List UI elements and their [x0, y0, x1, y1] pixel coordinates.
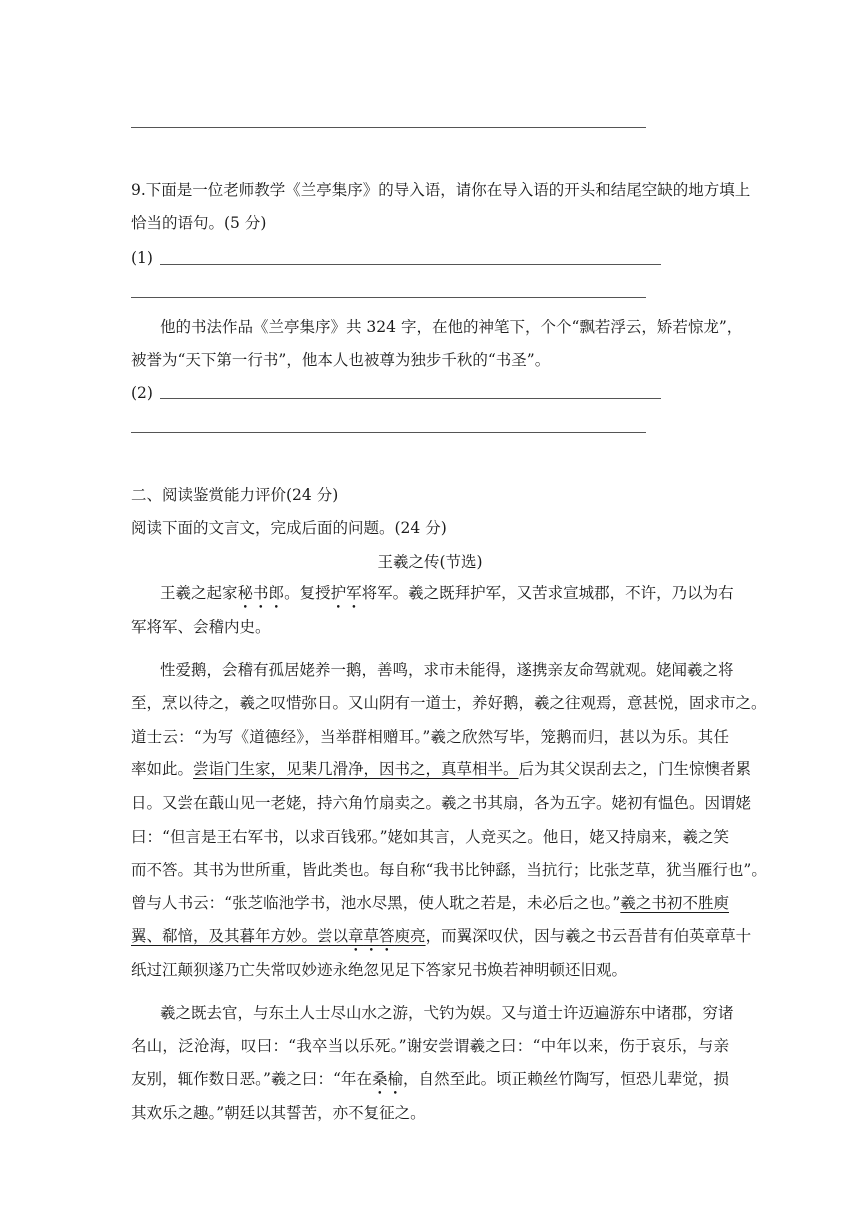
- intro-middle-line-2: 被誉为“天下第一行书”，他本人也被尊为独步千秋的“书圣”。: [131, 351, 551, 369]
- passage-p2-line-6: 曰：“但言是王右军书，以求百钱邪。”姥如其言，人竞买之。他日，姥又持扇来，羲之笑: [131, 828, 729, 846]
- passage-p2-line-2: 至，烹以待之，羲之叹惜弥日。又山阴有一道士，养好鹅，羲之往观焉，意甚悦，固求市之。: [131, 694, 767, 712]
- underlined-sentence-2b: 翼、郗愔，及其暮年方妙。尝以: [131, 927, 349, 945]
- passage-title: 王羲之传(节选): [377, 553, 483, 571]
- passage-p3-line-2: 名山，泛沧海，叹曰：“我卒当以乐死。”谢安尝谓羲之曰：“中年以来，伤于哀乐，与亲: [131, 1037, 729, 1055]
- passage-p2-line-5: 日。又尝在蕺山见一老姥，持六角竹扇卖之。羲之书其扇，各为五字。姥初有愠色。因谓姥: [131, 794, 752, 812]
- passage-p3-line-1: 羲之既去官，与东土人士尽山水之游，弋钓为娱。又与道士许迈遍游东中诸郡，穷诸: [160, 1004, 734, 1022]
- passage-p2-line-10: 纸过江颠狈遂乃亡失常叹妙迹永绝忽见足下答家兄书焕若神明顿还旧观。: [131, 961, 628, 979]
- blank-2-line[interactable]: [160, 398, 661, 399]
- intro-middle-line-1: 他的书法作品《兰亭集序》共 324 字，在他的神笔下，个个“飘若浮云，矫若惊龙”，: [160, 318, 743, 336]
- question-9-text: 9.下面是一位老师教学《兰亭集序》的导入语，请你在导入语的开头和结尾空缺的地方填上: [131, 181, 751, 199]
- blank-1-line-2[interactable]: [131, 297, 646, 298]
- passage-p2-line-3: 道士云：“为写《道德经》，当举群相赠耳。”羲之欣然写毕，笼鹅而归，甚以为乐。其任: [131, 728, 729, 746]
- passage-p2-line-9: 翼、郗愔，及其暮年方妙。尝以章草答庾亮，而翼深叹伏，因与羲之书云吾昔有伯英章草十: [131, 927, 752, 945]
- section-heading: 二、阅读鉴赏能力评价(24 分): [131, 486, 339, 504]
- blank-1-label: (1): [131, 249, 153, 267]
- passage-p2-line-4: 率如此。尝诣门生家，见棐几滑净，因书之，真草相半。后为其父误刮去之，门生惊懊者累: [131, 760, 752, 778]
- passage-p1-line-2: 军将军、会稽内史。: [131, 618, 271, 636]
- passage-p2-line-1: 性爱鹅，会稽有孤居姥养一鹅，善鸣，求市未能得，遂携亲友命驾就观。姥闻羲之将: [160, 661, 734, 679]
- underlined-sentence-1: 尝诣门生家，见棐几滑净，因书之，真草相半。: [193, 760, 519, 778]
- section-instruction: 阅读下面的文言文，完成后面的问题。(24 分): [131, 519, 447, 537]
- passage-p3-line-4: 其欢乐之趣。”朝廷以其誓苦，亦不复征之。: [131, 1104, 426, 1122]
- passage-p2-line-7: 而不答。其书为世所重，皆此类也。每自称“我书比钟繇，当抗行；比张芝草，犹当雁行也”。: [131, 861, 767, 879]
- blank-1-line[interactable]: [160, 264, 661, 265]
- passage-p3-line-3: 友别，辄作数日恶。”羲之曰：“年在桑榆，自然至此。顷正赖丝竹陶写，恒恐儿辈觉，损: [131, 1070, 729, 1088]
- answer-line: [131, 127, 646, 128]
- blank-2-line-2[interactable]: [131, 432, 646, 433]
- passage-p1-line-1: 王羲之起家秘书郎。复授护军将军。羲之既拜护军，又苦求宣城郡，不许，乃以为右: [160, 584, 734, 602]
- question-9-score: 恰当的语句。(5 分): [131, 214, 267, 232]
- passage-p2-line-8: 曾与人书云：“张芝临池学书，池水尽黑，使人耽之若是，未必后之也。”羲之书初不胜庾: [131, 894, 729, 912]
- blank-2-label: (2): [131, 384, 153, 402]
- underlined-sentence-2a: 羲之书初不胜庾: [620, 894, 729, 912]
